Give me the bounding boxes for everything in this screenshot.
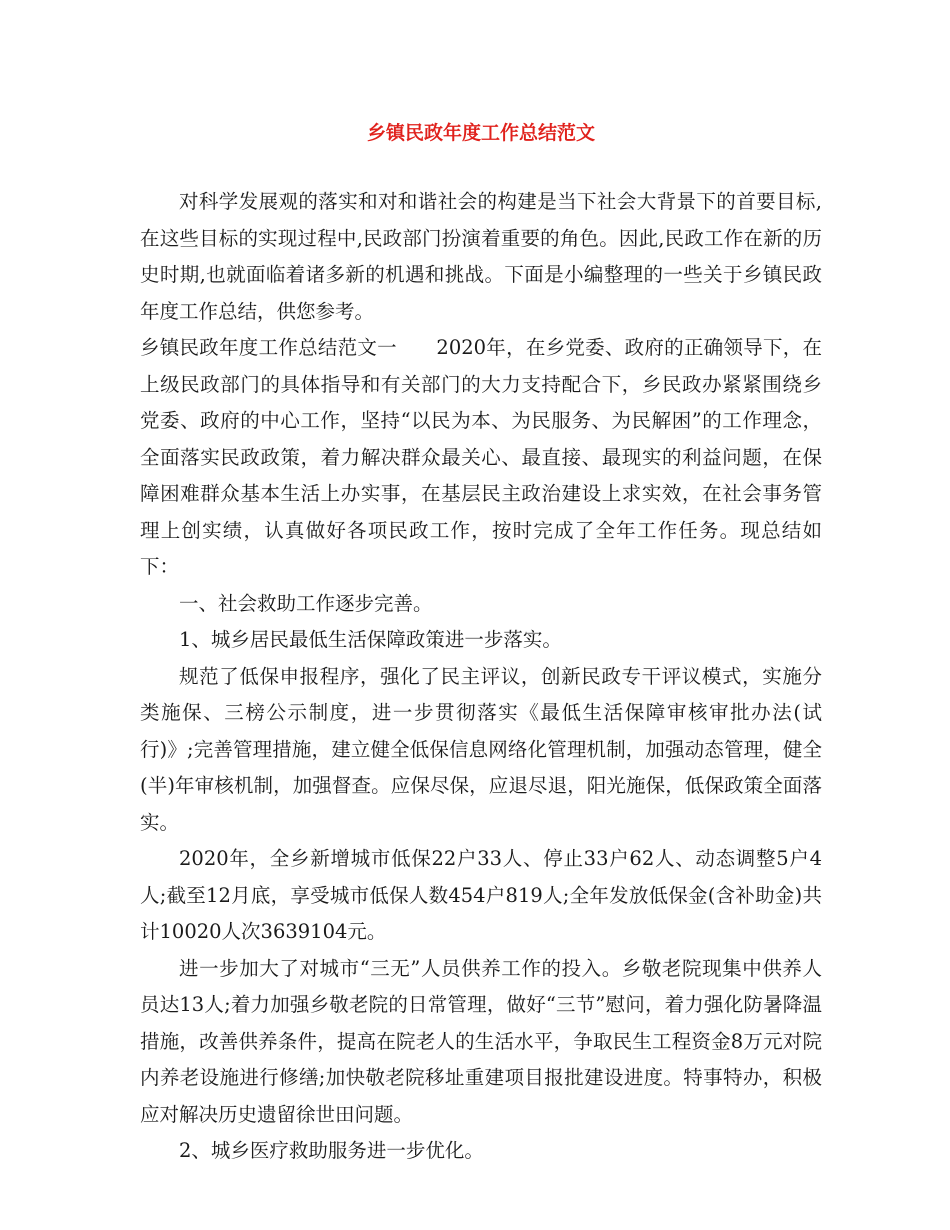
paragraph-low-income-procedure: 规范了低保申报程序，强化了民主评议，创新民政专干评议模式，实施分类施保、三榜公示制度，进一步贯彻落实《最低生活保障审核审批办法(试行)》;完善管理措施，建立健全低保信息网络化管理机制，加强动态管理，健全(半)年审核机制，加强督查。应保尽保，应退尽退，阳光施保，低保政策全面落实。 [140,664,822,834]
subsection-heading-minimum-living: 1、城乡居民最低生活保障政策进一步落实。 [179,628,562,651]
subsection-heading-medical-assistance: 2、城乡医疗救助服务进一步优化。 [179,1139,484,1162]
paragraph-summary-one: 乡镇民政年度工作总结范文一 2020年，在乡党委、政府的正确领导下，在上级民政部门的具体指导和有关部门的大力支持配合下，乡民政办紧紧围绕乡党委、政府的中心工作，坚持“以民为本、为民服务、为民解困”的工作理念，全面落实民政政策，着力解决群众最关心、最直接、最现实的利益问题，在保障困难群众基本生活上办实事，在基层民主政治建设上求实效，在社会事务管理上创实绩，认真做好各项民政工作，按时完成了全年工作任务。现总结如下： [140,336,822,578]
paragraph-nursing-home: 进一步加大了对城市“三无”人员供养工作的投入。乡敬老院现集中供养人员达13人;着力加强乡敬老院的日常管理，做好“三节”慰问，着力强化防暑降温措施，改善供养条件，提高在院老人的生活水平，争取民生工程资金8万元对院内养老设施进行修缮;加快敬老院移址重建项目报批建设进度。特事特办，积极应对解决历史遗留徐世田问题。 [140,956,822,1126]
document-body [140,184,822,1170]
document-title: 乡镇民政年度工作总结范文 [366,122,595,144]
paragraph-intro: 对科学发展观的落实和对和谐社会的构建是当下社会大背景下的首要目标,在这些目标的实现过程中,民政部门扮演着重要的角色。因此,民政工作在新的历史时期,也就面临着诸多新的机遇和挑战。下面是小编整理的一些关于乡镇民政年度工作总结，供您参考。 [140,190,822,323]
paragraph-low-income-statistics: 2020年，全乡新增城市低保22户33人、停止33户62人、动态调整5户4人;截至12月底，享受城市低保人数454户819人;全年发放低保金(含补助金)共计10020人次3639104元。 [140,847,822,943]
section-heading-social-assistance: 一、社会救助工作逐步完善。 [179,591,433,615]
